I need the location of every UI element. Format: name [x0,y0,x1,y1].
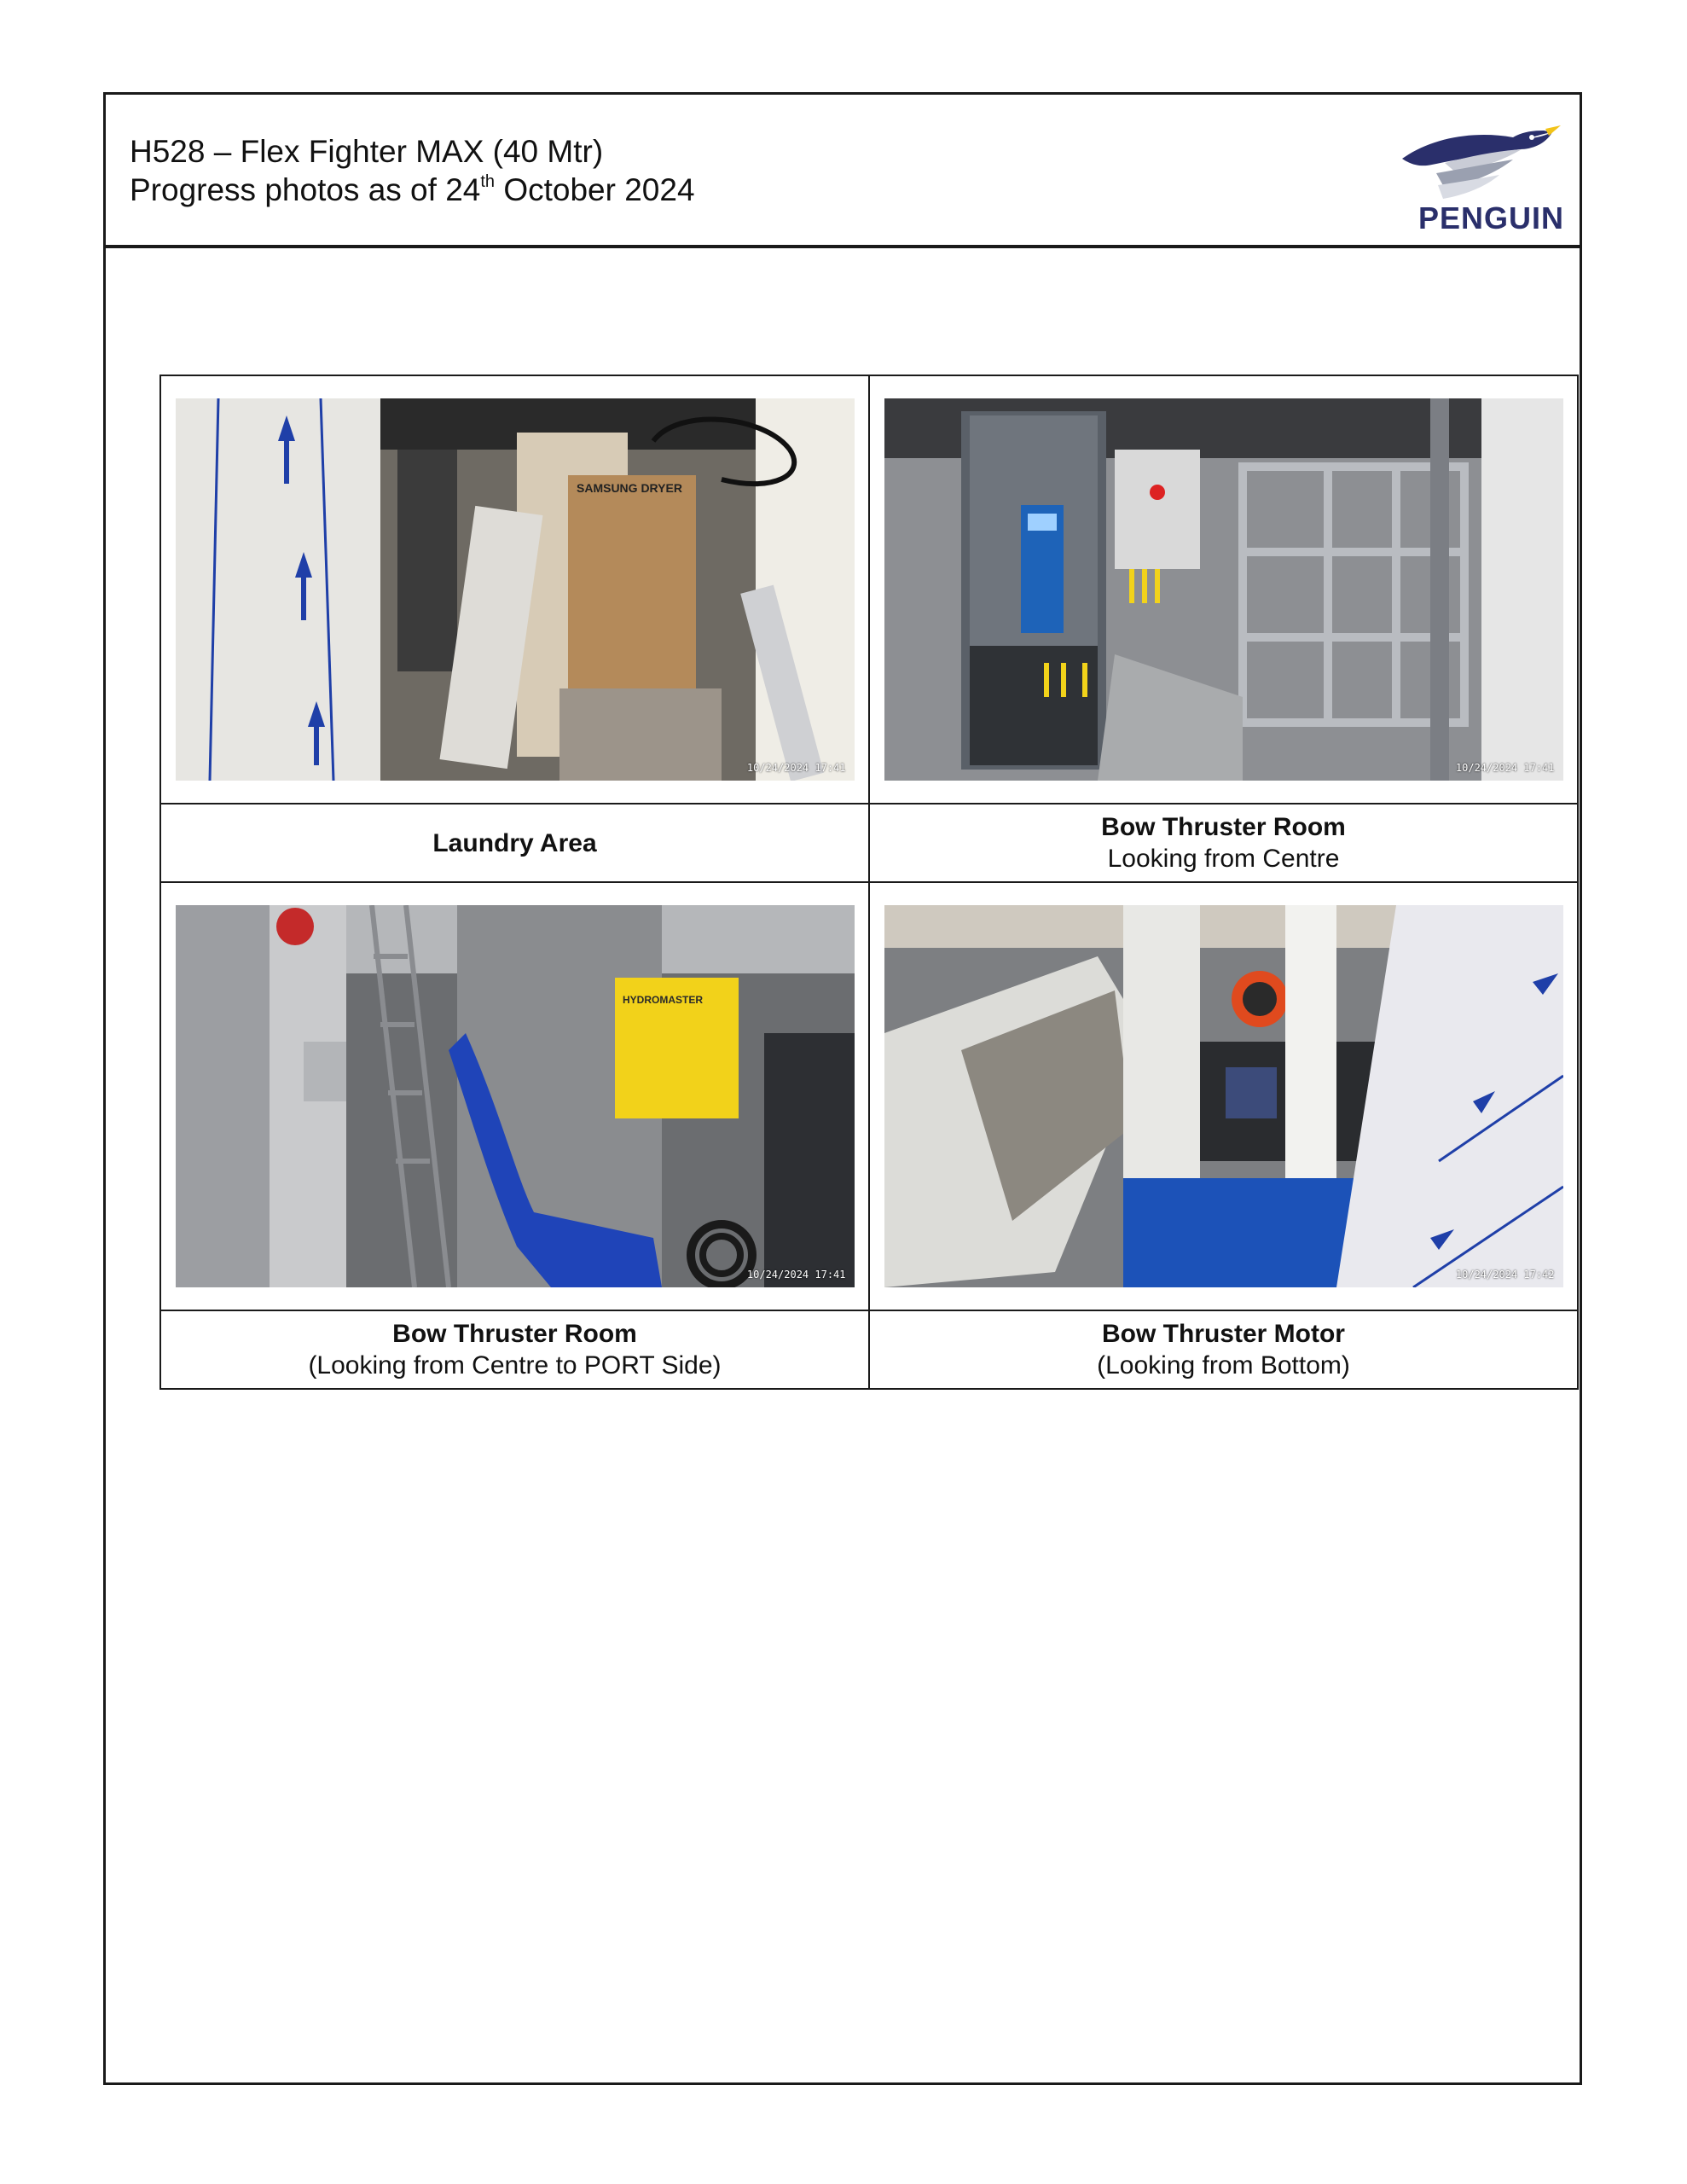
document-title: H528 – Flex Fighter MAX (40 Mtr) [130,134,604,169]
photo-caption-title: Bow Thruster Room [1101,813,1346,841]
caption-cell [869,1310,1578,1389]
subtitle-suffix: October 2024 [495,172,695,207]
dryer-box-label: SAMSUNG DRYER [576,481,682,495]
photo-cell-laundry [160,375,869,804]
photo-cell-thruster-room-port [160,882,869,1310]
ordinal-suffix: th [480,172,496,191]
photo-bow-thruster-motor [884,905,1563,1287]
photo-cell-thruster-motor [869,882,1578,1310]
document-header [106,95,1580,248]
photo-timestamp: 10/24/2024 17:42 [1455,1269,1555,1281]
penguin-logo [1385,112,1564,240]
caption-cell [869,804,1578,882]
hydromaster-label: HYDROMASTER [622,994,703,1006]
photo-timestamp: 10/24/2024 17:41 [746,762,846,774]
document-subtitle [130,171,695,209]
caption-cell [160,1310,869,1389]
photo-caption-title: Laundry Area [432,828,597,857]
photo-caption-subtitle: (Looking from Centre to PORT Side) [308,1351,722,1380]
subtitle-prefix: Progress photos as of 24 [130,172,481,207]
photo-grid [159,375,1579,1390]
photo-caption-subtitle: (Looking from Bottom) [1097,1351,1350,1380]
penguin-bird-icon [1385,112,1564,206]
page-frame [103,92,1582,2085]
photo-cell-thruster-room-centre [869,375,1578,804]
logo-wordmark: PENGUIN [1417,200,1564,235]
photo-laundry-area [176,398,855,781]
photo-bow-thruster-room-port [176,905,855,1287]
photo-caption-title: Bow Thruster Motor [1102,1320,1345,1348]
photo-caption-subtitle: Looking from Centre [1107,845,1340,873]
caption-cell [160,804,869,882]
photo-bow-thruster-room-centre [884,398,1563,781]
photo-caption-title: Bow Thruster Room [392,1320,637,1348]
photo-timestamp: 10/24/2024 17:41 [1455,762,1555,774]
photo-timestamp: 10/24/2024 17:41 [746,1269,846,1281]
